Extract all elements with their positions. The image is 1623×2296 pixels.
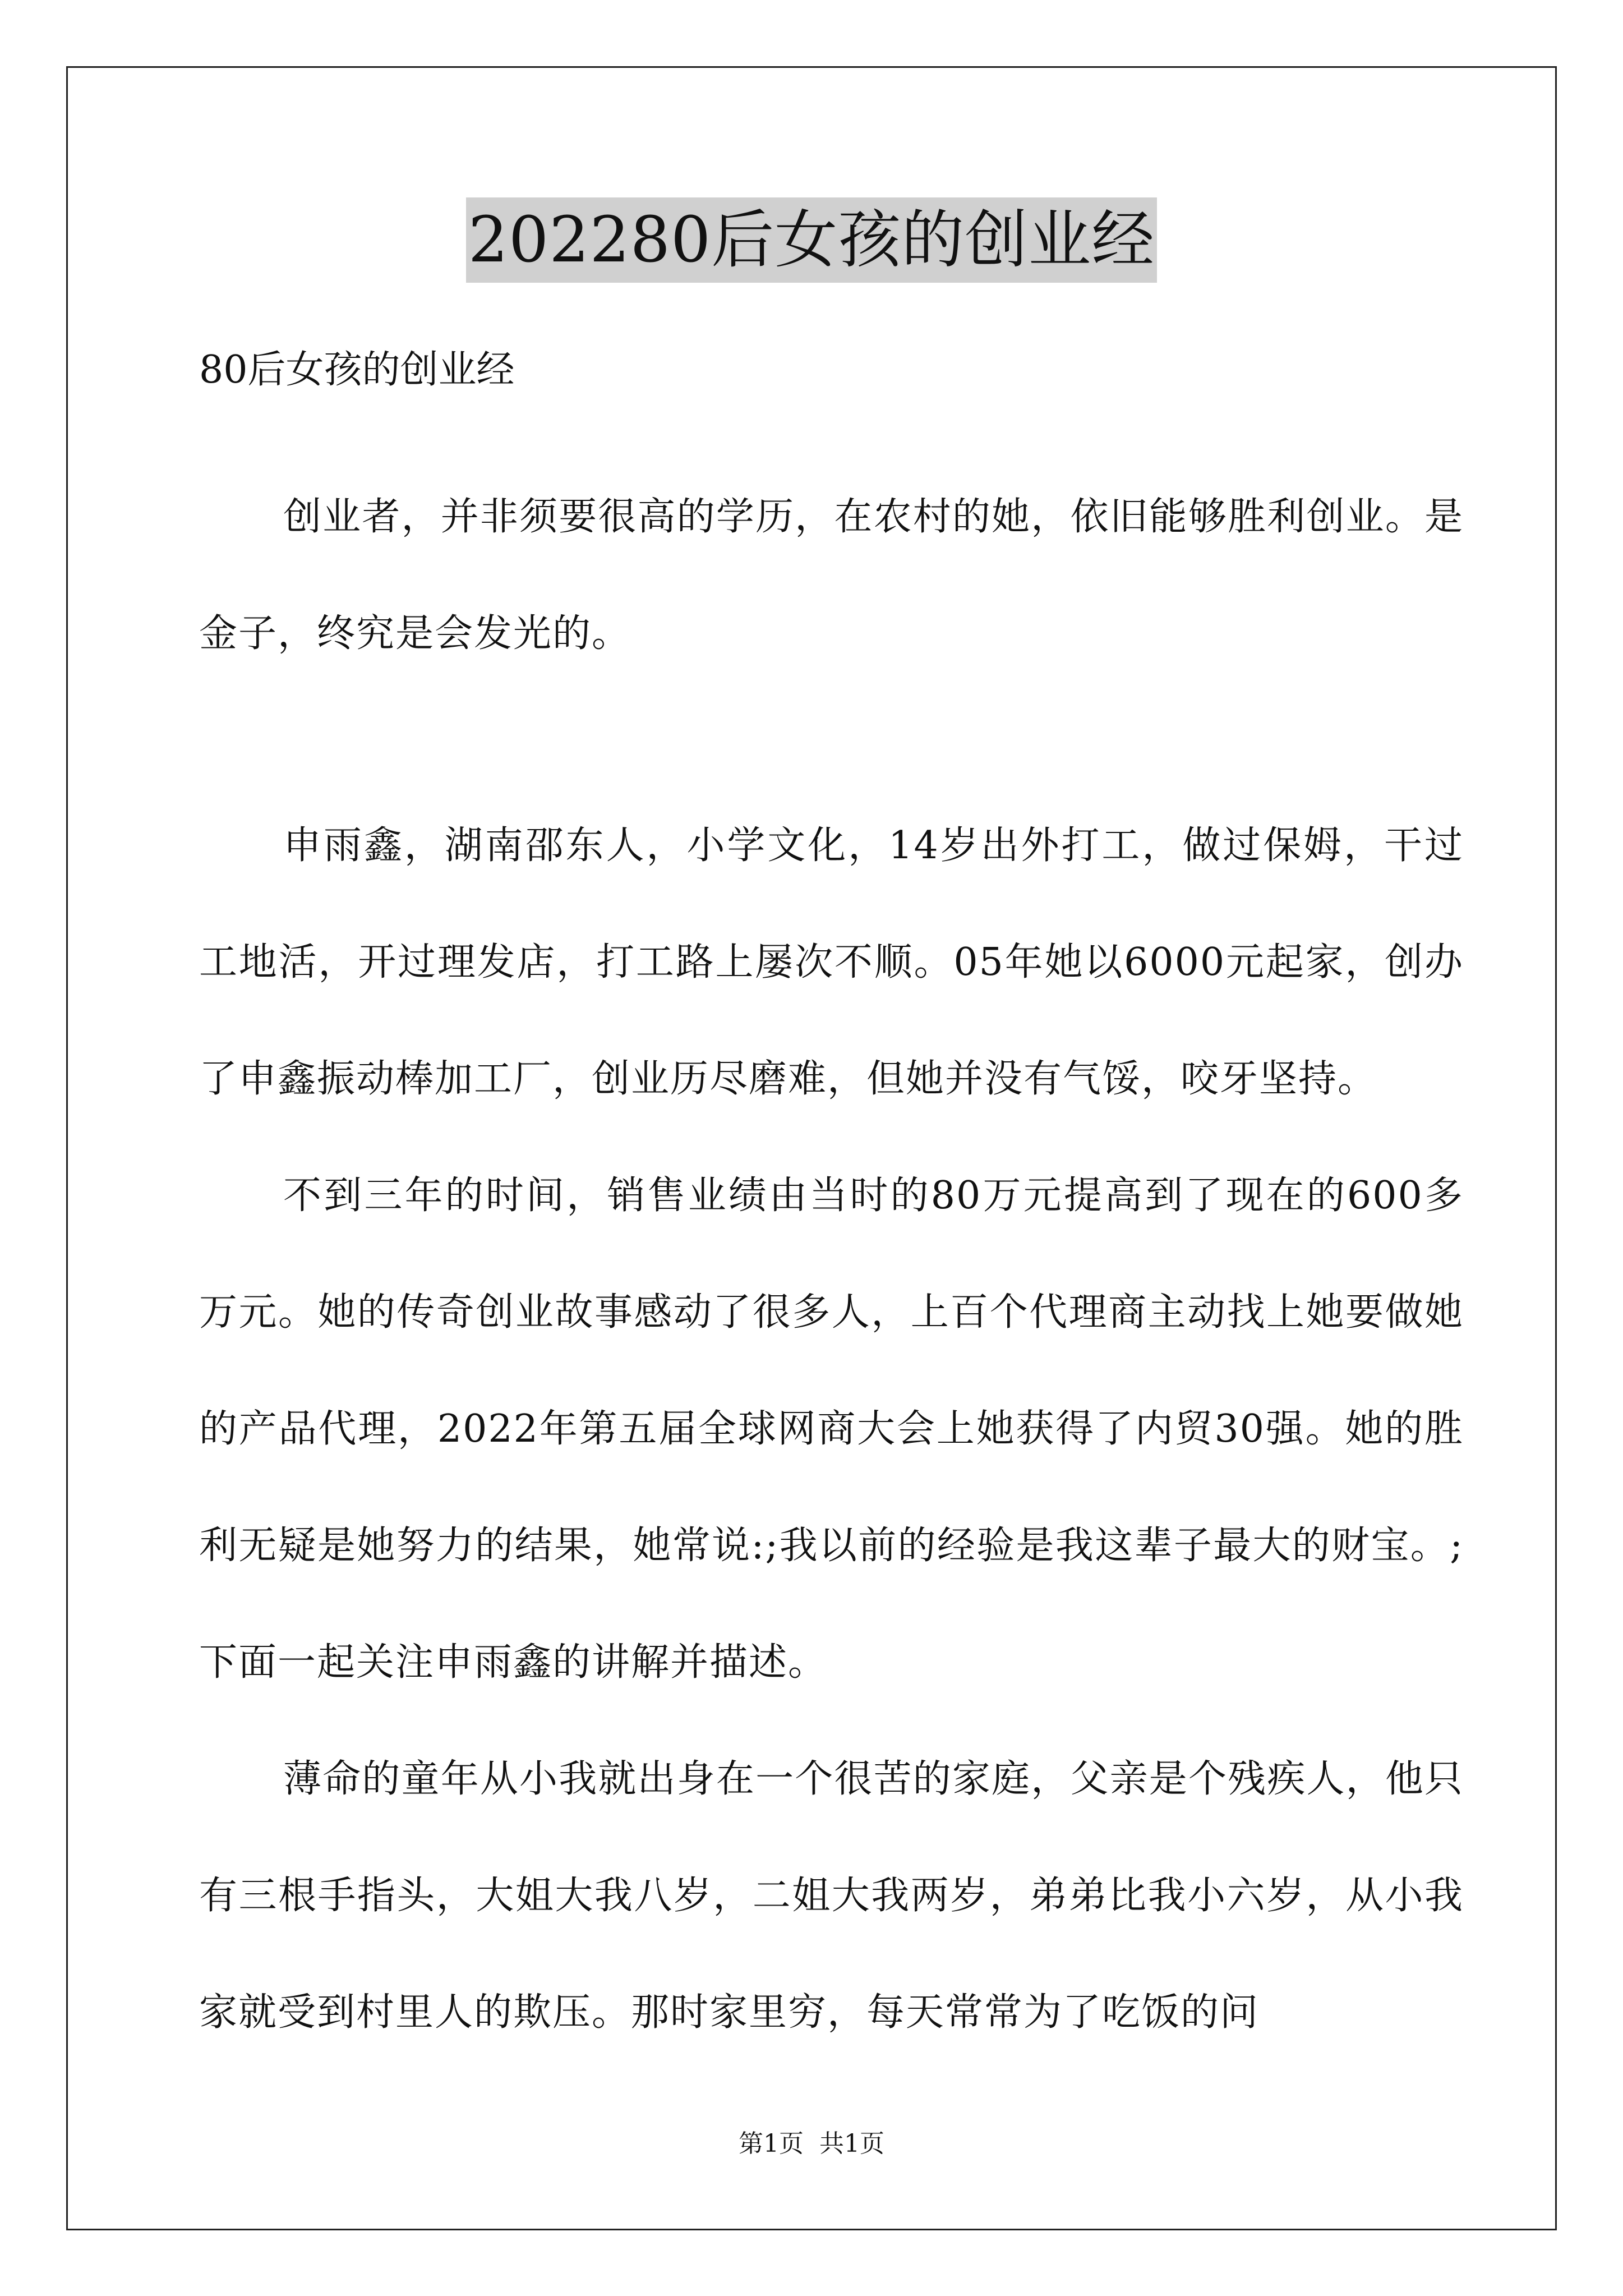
page-footer (0, 2127, 1623, 2161)
document-title: 202280后女孩的创业经 (466, 197, 1158, 283)
paragraph-intro: 创业者，并非须要很高的学历，在农村的她，依旧能够胜利创业。是金子，终究是会发光的。 (199, 495, 1464, 656)
page-number-total: 共1页 (819, 2129, 884, 2158)
title-container (0, 197, 1623, 283)
document-subtitle: 80后女孩的创业经 (199, 348, 515, 392)
paragraph-achievement: 不到三年的时间，销售业绩由当时的80万元提高到了现在的600多万元。她的传奇创业故事感动了很多人，上百个代理商主动找上她要做她的产品代理，2022年第五届全球网商大会上她获得了内贸30强。她的胜利无疑是她努力的结果，她常说:;我以前的经验是我这辈子最大的财宝。;下面一起关注申雨鑫的讲解并描述。 (199, 1174, 1464, 1685)
paragraph-background: 申雨鑫，湖南邵东人，小学文化，14岁出外打工，做过保姆，干过工地活，开过理发店，打工路上屡次不顺。05年她以6000元起家，创办了申鑫振动棒加工厂，创业历尽磨难，但她并没有气馁，咬牙坚持。 (199, 823, 1464, 1101)
document-body (199, 342, 1464, 2071)
paragraph-childhood: 薄命的童年从小我就出身在一个很苦的家庭，父亲是个残疾人，他只有三根手指头，大姐大我八岁，二姐大我两岁，弟弟比我小六岁，从小我家就受到村里人的欺压。那时家里穷，每天常常为了吃饭的问 (199, 1757, 1464, 2035)
page-number-current: 第1页 (739, 2129, 804, 2158)
